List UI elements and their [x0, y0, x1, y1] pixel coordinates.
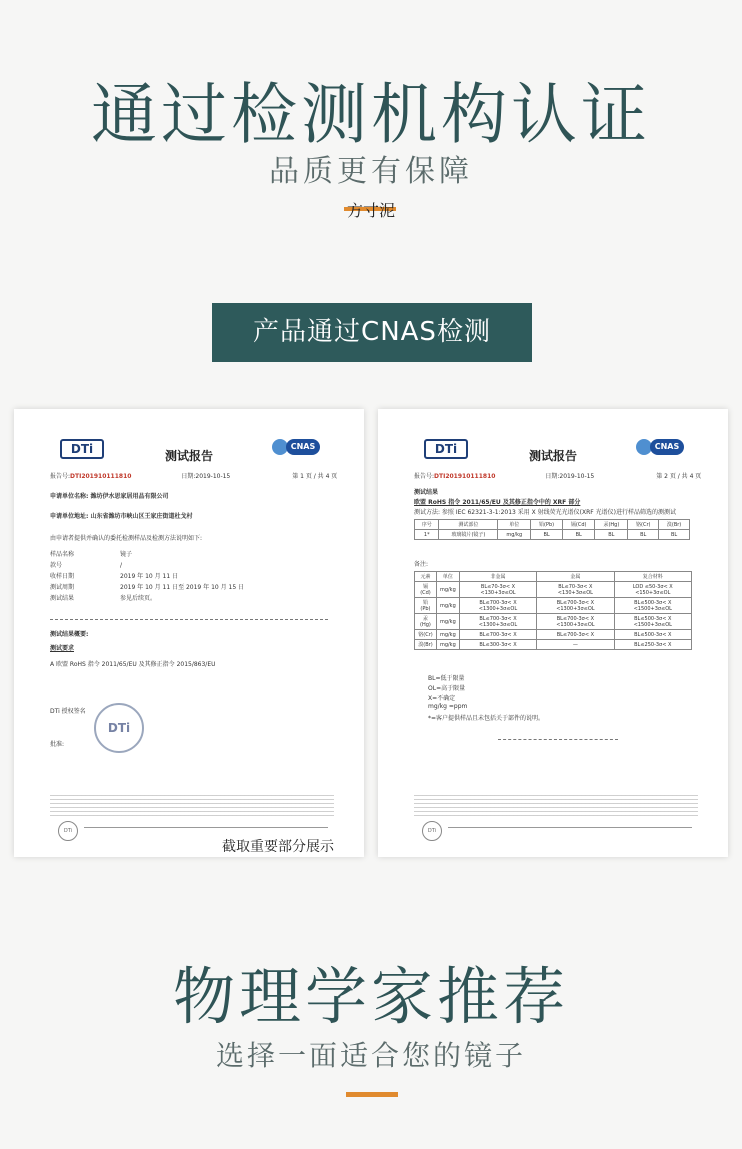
footer-line: [448, 827, 692, 828]
crop-note: 截取重要部分展示: [222, 836, 334, 856]
report-title: 测试报告: [528, 449, 577, 463]
dti-logo: DTi: [60, 439, 104, 459]
test-method: 测试方法: 参照 IEC 62321-3-1:2013 采用 X 射线荧光光谱仪(XRF 光谱仪)进行样品筛选的测测试: [414, 509, 676, 516]
footer-logo: DTi: [422, 821, 442, 841]
note-label: 备注:: [414, 561, 429, 568]
field-row: 款号 /: [50, 562, 123, 569]
dti-logo: DTi: [424, 439, 468, 459]
field-row: 收样日期 2019 年 10 月 11 日: [50, 573, 179, 580]
report-page-1: [14, 409, 364, 857]
divider: [498, 739, 618, 740]
field-row: 测试周期 2019 年 10 月 11 日至 2019 年 10 月 15 日: [50, 584, 245, 591]
section-title: 物理学家推荐: [172, 960, 569, 1033]
divider: [50, 619, 328, 620]
brand-name: 方寸泥: [346, 201, 395, 220]
section-subtitle: 选择一面适合您的镜子: [215, 1039, 526, 1072]
applicant-address: 申请单位地址: 山东省潍坊市峡山区王家庄街道杜戈村: [50, 513, 193, 520]
field-row: 样品名称 镜子: [50, 551, 133, 558]
disclaimer-text: [50, 795, 334, 819]
result-label: 测试结果: [414, 489, 439, 496]
report-number-row: 报告号:DTI201910111810 日期:2019-10-15 第 2 页 / 共 4 页: [414, 473, 702, 480]
cnas-logo: CNAS: [272, 437, 324, 457]
signer-label: DTi 授权签名: [50, 708, 86, 715]
report-number-row: 报告号:DTI201910111810 日期:2019-10-15 第 1 页 / 共 4 页: [50, 473, 338, 480]
rohs-line: 欧盟 RoHS 指令 2011/65/EU 及其修正指令中的 XRF 部分: [414, 499, 581, 506]
footer-line: [84, 827, 328, 828]
requirement-label: 测试要求: [50, 645, 75, 652]
section-underline: [346, 1092, 398, 1097]
note-item: BL=低于限量: [428, 675, 465, 682]
report-page-2: [378, 409, 728, 857]
note-item: OL=高于限量: [428, 685, 466, 692]
limits-table: 元素 单位 非金属 金属 复合材料 镉(Cd) mg/kg BL≤70-3σ< X <130+3σ≤OL BL≤70-3σ< X <130+3σ≤OL LOD ≤50-3σ< X <150+3σ≤OL 铅(Pb) mg/kg BL≤700-3σ< X <1300+3σ≤OL BL≤700-3σ< X <1300+3σ≤OL BL≤500-3σ< X <1500+3σ≤OL 汞(Hg) mg/kg BL≤700-3σ< X <1300+3σ≤OL BL≤700-3σ< X <1300+3σ≤OL BL≤500-3σ< X <1500+3σ≤OL 铬(Cr) mg/kg BL≤700-3σ< X BL≤700-3σ< X BL≤500-3σ< X 溴(Br) mg/kg BL≤300-3σ< X — BL≤250-3σ< X: [414, 571, 692, 650]
footer-logo: DTi: [58, 821, 78, 841]
hero-subtitle: 品质更有保障: [269, 154, 473, 189]
hero-title: 通过检测机构认证: [91, 76, 651, 153]
sample-intro: 由申请者提供并确认的委托检测样品及检测方法说明如下:: [50, 535, 203, 542]
cnas-banner: 产品通过CNAS检测: [212, 303, 532, 362]
note-item: mg/kg =ppm: [428, 703, 468, 710]
results-table: 序号 测试部位 单位 铅(Pb) 镉(Cd) 汞(Hg) 铬(Cr) 溴(Br) 1* 玻璃镜片(镜子) mg/kg BL BL BL BL BL: [414, 519, 690, 540]
requirement-item: A 欧盟 RoHS 指令 2011/65/EU 及其修正指令 2015/863/EU: [50, 661, 216, 668]
note-item: X=不确定: [428, 695, 456, 702]
summary-label: 测试结果概要:: [50, 631, 89, 638]
disclaimer-text: [414, 795, 698, 819]
cnas-logo: CNAS: [636, 437, 688, 457]
approve-label: 批准:: [50, 741, 65, 748]
applicant-name: 申请单位名称: 潍坊伊水思家居用品有限公司: [50, 493, 169, 500]
dti-stamp: DTi: [94, 703, 144, 753]
field-row: 测试结果 参见后续页。: [50, 595, 157, 602]
note-item: *=客户提供样品且未包括关于部件的说明。: [428, 715, 545, 722]
report-title: 测试报告: [164, 449, 213, 463]
